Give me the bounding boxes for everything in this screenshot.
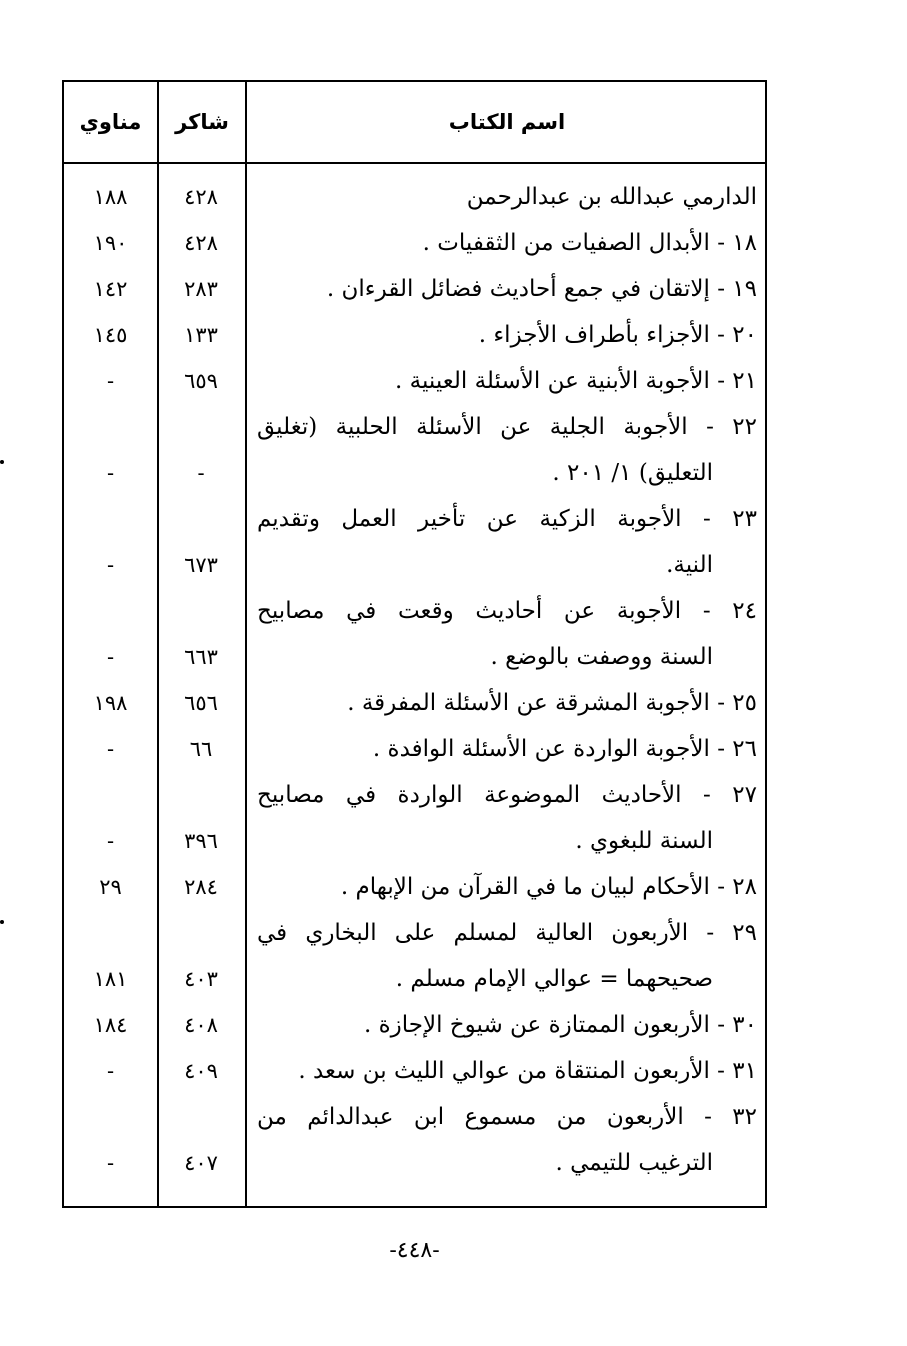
- manawi-number: -: [106, 737, 115, 761]
- shakir-number: ٦٦٣: [184, 645, 218, 669]
- table-row: [64, 174, 767, 220]
- manawi-number: ١٨٨: [93, 185, 128, 209]
- book-title-line: السنة للبغوي .: [575, 828, 713, 854]
- table-row: [64, 266, 767, 312]
- book-title-line: ٢٨ - الأحكام لبيان ما في القرآن من الإبهام .: [340, 874, 757, 900]
- table-row: [64, 864, 767, 910]
- table-row: [64, 404, 767, 496]
- book-title-line: ٢٤ - الأجوبة عن أحاديث وقعت في مصابيح: [257, 598, 757, 624]
- manawi-number: -: [106, 461, 115, 485]
- table-row: [64, 588, 767, 680]
- book-title-line: التعليق) ١/ ٢٠١ .: [552, 460, 713, 486]
- book-title-line: السنة ووصفت بالوضع .: [490, 644, 713, 670]
- manawi-number: -: [106, 645, 115, 669]
- book-title-line: الترغيب للتيمي .: [555, 1150, 713, 1176]
- manawi-number: ١٩٠: [93, 231, 128, 255]
- manawi-number: ١٤٥: [93, 323, 128, 347]
- shakir-number: ٦٧٣: [184, 553, 218, 577]
- scan-mark: [0, 920, 4, 924]
- manawi-number: ١٩٨: [93, 691, 128, 715]
- manawi-number: ٢٩: [99, 875, 122, 899]
- book-title-line: ٢٣ - الأجوبة الزكية عن تأخير العمل وتقديم: [257, 506, 757, 532]
- table-row: [64, 1002, 767, 1048]
- table-row: [64, 496, 767, 588]
- book-title-line: ٣٢ - الأربعون من مسموع ابن عبدالدائم من: [257, 1104, 757, 1130]
- manawi-number: ١٨١: [93, 967, 128, 991]
- book-title-line: ٢٢ - الأجوبة الجلية عن الأسئلة الحلبية (تغليق: [257, 414, 757, 440]
- shakir-number: ٤٠٧: [184, 1151, 218, 1175]
- table-row: [64, 680, 767, 726]
- books-table: [62, 80, 767, 1208]
- manawi-number: -: [106, 369, 115, 393]
- shakir-number: ٤٠٨: [184, 1013, 218, 1037]
- table-row: [64, 220, 767, 266]
- manawi-number: ١٤٢: [93, 277, 128, 301]
- table-row: [64, 726, 767, 772]
- table-row: [64, 358, 767, 404]
- header-divider: [64, 162, 765, 164]
- book-title-line: النية.: [666, 552, 713, 578]
- book-title-line: ٢٧ - الأحاديث الموضوعة الواردة في مصابيح: [257, 782, 757, 808]
- book-title-line: ٢٩ - الأربعون العالية لمسلم على البخاري في: [257, 920, 757, 946]
- shakir-number: -: [197, 461, 205, 485]
- book-title-line: ٢٦ - الأجوبة الواردة عن الأسئلة الوافدة .: [372, 736, 757, 762]
- header-manawi: مناوي: [79, 110, 142, 134]
- shakir-number: ٦٦: [189, 737, 213, 761]
- manawi-number: -: [106, 829, 115, 853]
- page-number: -٤٤٨-: [389, 1238, 440, 1263]
- scan-mark: [0, 460, 4, 464]
- header-shakir: شاكر: [175, 110, 229, 134]
- book-title-line: صحيحهما = عوالي الإمام مسلم .: [395, 966, 713, 992]
- table-row: [64, 772, 767, 864]
- book-title-line: ١٨ - الأبدال الصفيات من الثقفيات .: [422, 230, 757, 256]
- book-title-line: ١٩ - إلاتقان في جمع أحاديث فضائل القرءان .: [326, 276, 757, 302]
- book-title-line: ٣٠ - الأربعون الممتازة عن شيوخ الإجازة .: [363, 1012, 757, 1038]
- manawi-number: -: [106, 1151, 115, 1175]
- shakir-number: ٤٠٣: [184, 967, 218, 991]
- manawi-number: -: [106, 1059, 115, 1083]
- manawi-number: -: [106, 553, 115, 577]
- shakir-number: ٢٨٣: [184, 277, 218, 301]
- header-title: اسم الكتاب: [448, 110, 566, 134]
- shakir-number: ٦٥٩: [184, 369, 218, 393]
- table-row: [64, 312, 767, 358]
- table-row: [64, 1094, 767, 1186]
- book-title-line: ٣١ - الأربعون المنتقاة من عوالي الليث بن سعد .: [298, 1058, 757, 1084]
- book-title-line: ٢٠ - الأجزاء بأطراف الأجزاء .: [478, 322, 757, 348]
- shakir-number: ٤٠٩: [184, 1059, 218, 1083]
- book-title-line: الدارمي عبدالله بن عبدالرحمن: [466, 184, 757, 210]
- shakir-number: ٤٢٨: [184, 185, 218, 209]
- shakir-number: ٦٥٦: [184, 691, 218, 715]
- shakir-number: ١٣٣: [184, 323, 218, 347]
- book-title-line: ٢٥ - الأجوبة المشرقة عن الأسئلة المفرقة .: [347, 690, 757, 716]
- manawi-number: ١٨٤: [93, 1013, 128, 1037]
- shakir-number: ٤٢٨: [184, 231, 218, 255]
- shakir-number: ٢٨٤: [184, 875, 218, 899]
- book-title-line: ٢١ - الأجوبة الأبنية عن الأسئلة العينية .: [395, 368, 757, 394]
- table-row: [64, 910, 767, 1002]
- shakir-number: ٣٩٦: [184, 829, 218, 853]
- table-row: [64, 1048, 767, 1094]
